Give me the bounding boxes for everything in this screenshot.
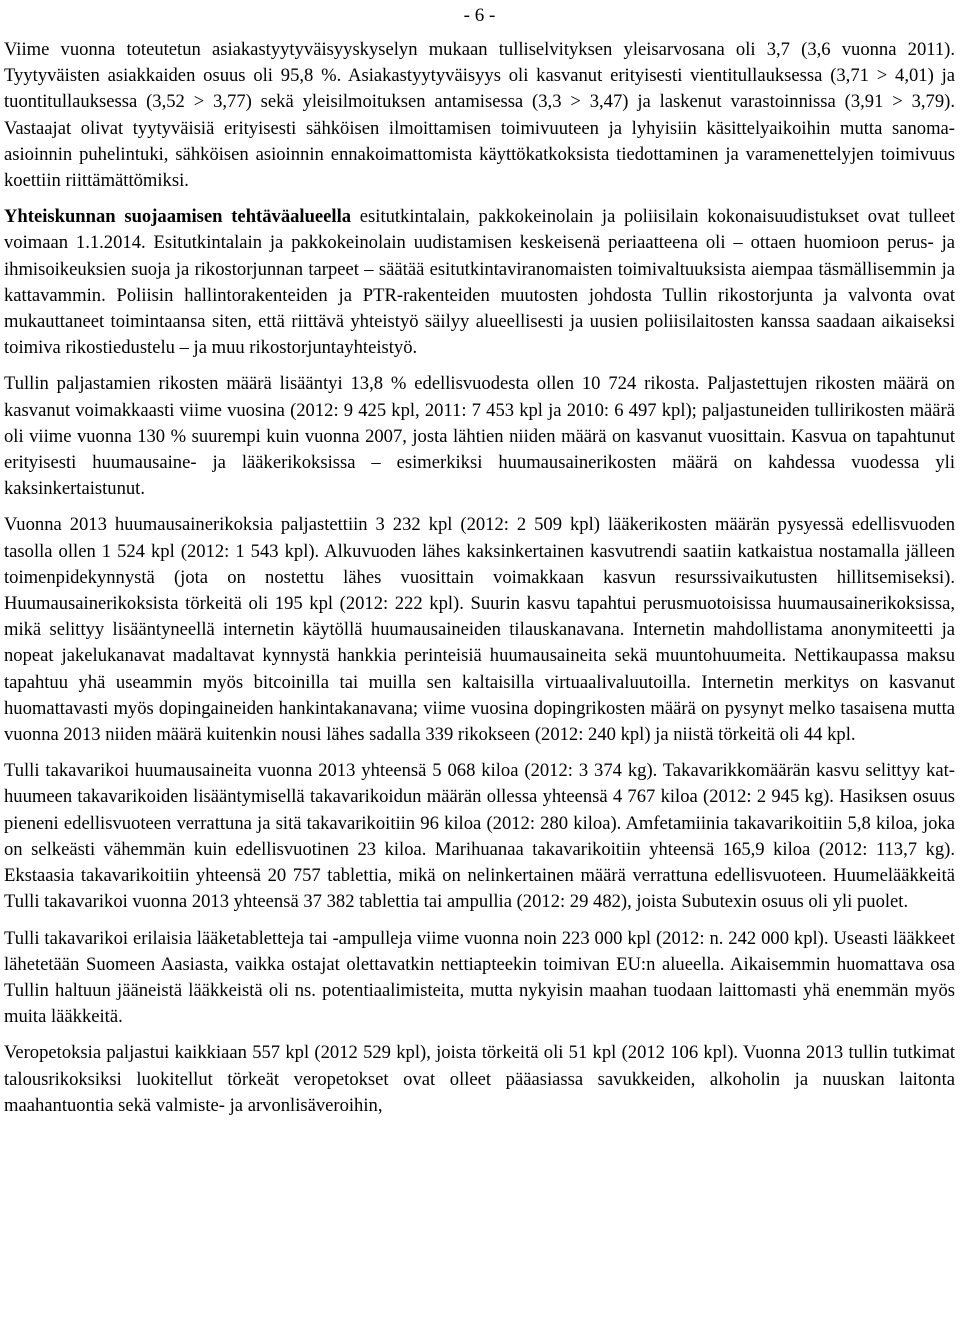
paragraph-text: esitutkintalain, pakkokeinolain ja poliisilain kokonaisuudistukset ovat tulleet voimaan 1.1.2014. Esitutkintalain ja pakkokeinolain uudistamisen keskeisenä periaatteena oli – ottaen huomioon perus- ja ihmisoikeuksien suoja ja rikostorjunnan tarpeet – säätää esitutkintaviranomaisten toimivaltuuksista aiempaa täsmällisemmin ja kattavammin. Poliisin hallintorakenteiden ja PTR-rakenteiden muutosten johdosta Tullin rikostorjunta ja valvonta ovat mukauttaneet toimintaansa siten, että riittävä yhteistyö säilyy alueellisesti ja uusien poliisilaitosten kanssa saadaan aikaiseksi toimiva rikostiedustelu – ja muu rikostorjuntayhteistyö. (4, 206, 955, 359)
paragraph-text: Vuonna 2013 huumausainerikoksia paljastettiin 3 232 kpl (2012: 2 509 kpl) lääkerikosten määrän pysyessä edellisvuoden tasolla ollen 1 524 kpl (2012: 1 543 kpl). Alkuvuoden lähes kaksinkertainen kasvutrendi saatiin katkaistua nostamalla jälleen toimenpidekynnystä (jota on nostettu lähes vuosittain voimakkaan kasvun resurssivaikutusten hillitsemiseksi). Huumausainerikoksista törkeitä oli 195 kpl (2012: 222 kpl). Suurin kasvu tapahtui perusmuotoisissa huumausainerikoksissa, mikä selittyy lisääntyneellä internetin käytöllä huumausaineiden tilauskanavana. Internetin mahdollistama anonymiteetti ja nopeat jakelukanavat madaltavat kynnystä hankkia perinteisiä huumausaineita sekä muuntohuumeita. Nettikaupassa maksu tapahtuu yhä useammin myös bitcoinilla tai muilla sen kaltaisilla virtuaalivaluutoilla. Internetin merkitys on kasvanut huomattavasti myös dopingaineiden hankintakanavana; viime vuosina dopingrikosten määrä on pysynyt melko tasaisena mutta vuonna 2013 niiden määrä kuitenkin nousi lähes sadalla 339 rikokseen (2012: 240 kpl) ja niistä törkeitä oli 44 kpl. (4, 514, 955, 746)
document-page (4, 0, 955, 1129)
paragraph-customer-satisfaction (4, 37, 955, 194)
paragraph-societal-protection (4, 204, 955, 361)
paragraph-text: Tulli takavarikoi erilaisia lääketabletteja tai -ampulleja viime vuonna noin 223 000 kpl (2012: n. 242 000 kpl). Useasti lääkkeet lähetetään Suomeen Aasiasta, vaikka ostajat olettavatkin nettiapteekin toimivan EU:n alueella. Aikaisemmin huomattava osa Tullin haltuun jääneistä lääkkeistä oli ns. potentiaalimisteita, mutta nykyisin maahan tuodaan laittomasti yhä enemmän myös muita lääkkeitä. (4, 927, 955, 1028)
paragraph-text: Veropetoksia paljastui kaikkiaan 557 kpl (2012 529 kpl), joista törkeitä oli 51 kpl (2012 106 kpl). Vuonna 2013 tullin tutkimat talousrikoksiksi luokitellut törkeät veropetokset ovat olleet pääasiassa savukkeiden, alkoholin ja nuuskan laitonta maahantuontia sekä valmiste- ja arvonlisäveroihin, (4, 1042, 955, 1116)
paragraph-crime-count (4, 371, 955, 502)
paragraph-text: Viime vuonna toteutetun asiakastyytyväisyyskyselyn mukaan tulliselvityksen yleisarvosana oli 3,7 (3,6 vuonna 2011). Tyytyväisten asiakkaiden osuus oli 95,8 %. Asiakastyytyväisyys oli kasvanut erityisesti vientitullauksessa (3,71 > 4,01) ja tuontitullauksessa (3,52 > 3,77) sekä yleisilmoituksen antamisessa (3,3 > 3,47) ja laskenut varastoinnissa (3,91 > 3,79). Vastaajat olivat tyytyväisiä erityisesti sähköisen ilmoittamisen toimivuuteen ja lyhyisiin käsittelyaikoihin mutta sanoma-asioinnin puhelintuki, sähköisen asioinnin ennakoimattomista käyttökatkoksista tiedottaminen ja varamenettelyjen toimivuus koettiin riittämättömiksi. (4, 39, 955, 192)
paragraph-drug-crimes (4, 512, 955, 748)
paragraph-text: Tulli takavarikoi huumausaineita vuonna 2013 yhteensä 5 068 kiloa (2012: 3 374 kg). Takavarikkomäärän kasvu selittyy kat-huumeen takavarikoiden lisääntymisellä takavarikoidun määrän ollessa yhteensä 4 767 kiloa (2012: 2 945 kg). Hasiksen osuus pieneni edellisvuoteen verrattuna ja sitä takavarikoitiin 96 kiloa (2012: 280 kiloa). Amfetamiinia takavarikoitiin 5,8 kiloa, joka on selkeästi vähemmän kuin edellisvuotinen 23 kiloa. Marihuanaa takavarikoitiin yhteensä 165,9 kiloa (2012: 113,7 kg). Ekstaasia takavarikoitiin yhteensä 20 757 tablettia, mikä on nelinkertainen määrä verrattuna edellisvuoteen. Huumelääkkeitä Tulli takavarikoi vuonna 2013 yhteensä 37 382 tablettia tai ampullia (2012: 29 482), joista Subutexin osuus oli yli puolet. (4, 760, 955, 913)
paragraph-drug-seizures (4, 758, 955, 915)
paragraph-tax-fraud (4, 1040, 955, 1119)
paragraph-medicine-seizures (4, 926, 955, 1031)
page-number: - 6 - (463, 5, 496, 26)
paragraph-text: Tullin paljastamien rikosten määrä lisääntyi 13,8 % edellisvuodesta ollen 10 724 rikosta. Paljastettujen rikosten määrä on kasvanut voimakkaasti viime vuosina (2012: 9 425 kpl, 2011: 7 453 kpl ja 2010: 6 497 kpl); paljastuneiden tullirikosten määrä oli viime vuonna 130 % suurempi kuin vuonna 2007, josta lähtien niiden määrä on kasvanut vuosittain. Kasvua on tapahtunut erityisesti huumausaine- ja lääkerikoksissa – esimerkiksi huumausainerikosten määrä on kahdessa vuodessa yli kaksinkertaistunut. (4, 373, 955, 500)
paragraph-lead-heading: Yhteiskunnan suojaamisen tehtäväalueella (4, 206, 352, 228)
